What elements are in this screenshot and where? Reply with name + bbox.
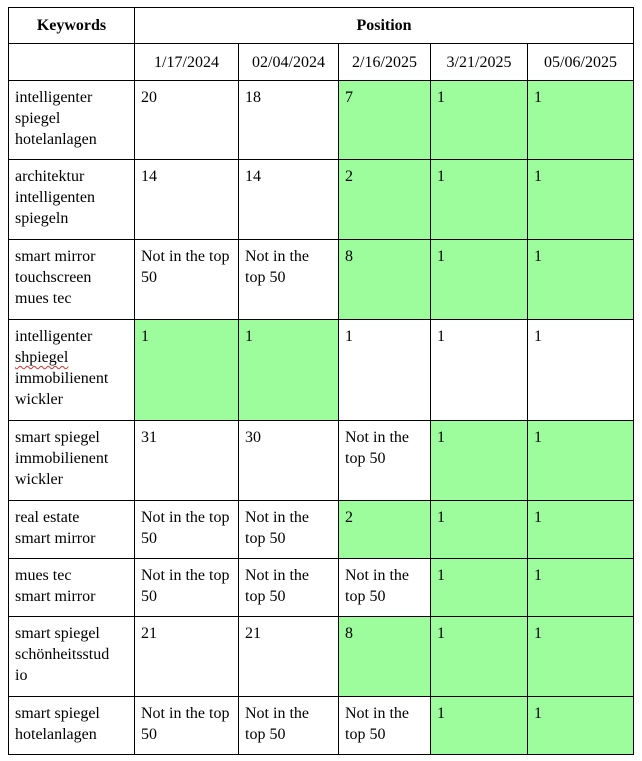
position-cell: 14 [239, 160, 339, 240]
keyword-line: io [15, 667, 28, 684]
position-cell: Not in the top 50 [239, 501, 339, 559]
position-cell: Not in the top 50 [339, 697, 431, 755]
position-cell: 1 [431, 320, 528, 421]
position-cell: 14 [135, 160, 239, 240]
position-cell: Not in the top 50 [339, 559, 431, 617]
position-cell: 1 [339, 320, 431, 421]
keyword-line: wickler [15, 471, 63, 488]
position-cell: 1 [431, 240, 528, 320]
position-cell: 1 [528, 559, 634, 617]
position-cell: 1 [431, 160, 528, 240]
keyword-position-table [8, 7, 634, 755]
keyword-line: touchscreen [15, 269, 92, 286]
position-cell: Not in the top 50 [239, 697, 339, 755]
table-row [9, 320, 634, 421]
keyword-cell [9, 81, 135, 160]
empty-header-cell [9, 44, 135, 81]
position-cell: Not in the top 50 [135, 697, 239, 755]
position-cell: 1 [528, 421, 634, 501]
position-cell: 1 [528, 617, 634, 697]
position-cell: 8 [339, 240, 431, 320]
position-cell: Not in the top 50 [135, 240, 239, 320]
keyword-cell [9, 160, 135, 240]
keyword-line: hotelanlagen [15, 726, 97, 743]
keyword-line: spiegel [15, 110, 61, 127]
position-cell: 1 [528, 697, 634, 755]
keyword-line: architektur [15, 168, 85, 185]
position-cell: 1 [135, 320, 239, 421]
position-cell: 20 [135, 81, 239, 160]
position-cell: 21 [239, 617, 339, 697]
table-row [9, 697, 634, 755]
position-cell: 1 [528, 501, 634, 559]
position-cell: 21 [135, 617, 239, 697]
date-header: 02/04/2024 [239, 44, 339, 81]
position-cell: 1 [431, 81, 528, 160]
keyword-line: mues tec [15, 567, 72, 584]
keywords-header: Keywords [9, 8, 135, 44]
keyword-line: intelligenter [15, 328, 93, 345]
keyword-line: smart spiegel [15, 429, 100, 446]
keyword-cell [9, 421, 135, 501]
position-cell: 1 [528, 160, 634, 240]
keyword-line: real estate [15, 509, 80, 526]
position-cell: 2 [339, 160, 431, 240]
header-row [9, 8, 634, 44]
position-cell: 31 [135, 421, 239, 501]
table-row [9, 559, 634, 617]
keyword-cell [9, 697, 135, 755]
position-cell: 1 [528, 240, 634, 320]
table-row [9, 617, 634, 697]
keyword-line: schönheitsstud [15, 646, 110, 663]
keyword-line: mues tec [15, 290, 72, 307]
keyword-line: smart spiegel [15, 625, 100, 642]
position-cell: 1 [431, 559, 528, 617]
date-header: 2/16/2025 [339, 44, 431, 81]
table-row [9, 81, 634, 160]
date-header: 05/06/2025 [528, 44, 634, 81]
keyword-cell [9, 617, 135, 697]
position-cell: Not in the top 50 [239, 240, 339, 320]
table-row [9, 501, 634, 559]
position-cell: 8 [339, 617, 431, 697]
keyword-cell [9, 240, 135, 320]
position-cell: Not in the top 50 [135, 501, 239, 559]
keyword-line: smart spiegel [15, 705, 100, 722]
position-cell: 1 [431, 421, 528, 501]
position-cell: Not in the top 50 [339, 421, 431, 501]
keyword-line: smart mirror [15, 530, 96, 547]
position-header: Position [135, 8, 634, 44]
position-cell: 30 [239, 421, 339, 501]
keyword-line: intelligenten [15, 189, 95, 206]
keyword-cell [9, 320, 135, 421]
position-cell: Not in the top 50 [239, 559, 339, 617]
keyword-line: spiegeln [15, 210, 69, 227]
table-body [9, 81, 634, 755]
position-cell: 1 [528, 320, 634, 421]
position-cell: 1 [431, 697, 528, 755]
table-row [9, 421, 634, 501]
position-cell: 1 [431, 617, 528, 697]
keyword-line: smart mirror [15, 248, 96, 265]
date-header: 1/17/2024 [135, 44, 239, 81]
keyword-line: immobilienent [15, 450, 109, 467]
position-cell: 2 [339, 501, 431, 559]
date-header-row [9, 44, 634, 81]
position-cell: 1 [239, 320, 339, 421]
table-row [9, 240, 634, 320]
position-cell: Not in the top 50 [135, 559, 239, 617]
keyword-line: shpiegel [15, 349, 69, 366]
keyword-line: smart mirror [15, 588, 96, 605]
position-cell: 7 [339, 81, 431, 160]
position-cell: 18 [239, 81, 339, 160]
keyword-line: intelligenter [15, 89, 93, 106]
table-row [9, 160, 634, 240]
keyword-cell [9, 501, 135, 559]
date-header: 3/21/2025 [431, 44, 528, 81]
keyword-cell [9, 559, 135, 617]
position-cell: 1 [528, 81, 634, 160]
keyword-line: immobilienent [15, 370, 109, 387]
position-cell: 1 [431, 501, 528, 559]
keyword-line: hotelanlagen [15, 131, 97, 148]
keyword-line: wickler [15, 391, 63, 408]
